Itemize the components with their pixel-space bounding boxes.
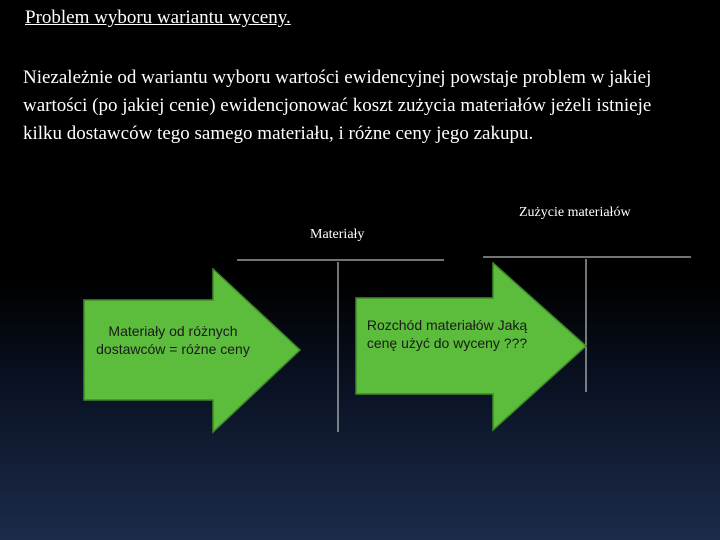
consumption-account-label: Zużycie materiałów: [519, 205, 631, 220]
materials-account-label: Materiały: [310, 227, 365, 242]
left-arrow-label: Materiały od różnych dostawców = różne ceny: [96, 323, 250, 357]
body-paragraph: Niezależnie od wariantu wyboru wartości ewidencyjnej powstaje problem w jakiej wartości (po jakiej cenie) ewidencjonować koszt zużycia materiałów jeżeli istnieje kilku dostawców tego samego materiału, i różne ceny jego zakupu.: [23, 67, 652, 144]
right-arrow-label: Rozchód materiałów Jaką cenę użyć do wyceny ???: [366, 317, 528, 351]
slide-title: Problem wyboru wariantu wyceny.: [25, 7, 291, 28]
